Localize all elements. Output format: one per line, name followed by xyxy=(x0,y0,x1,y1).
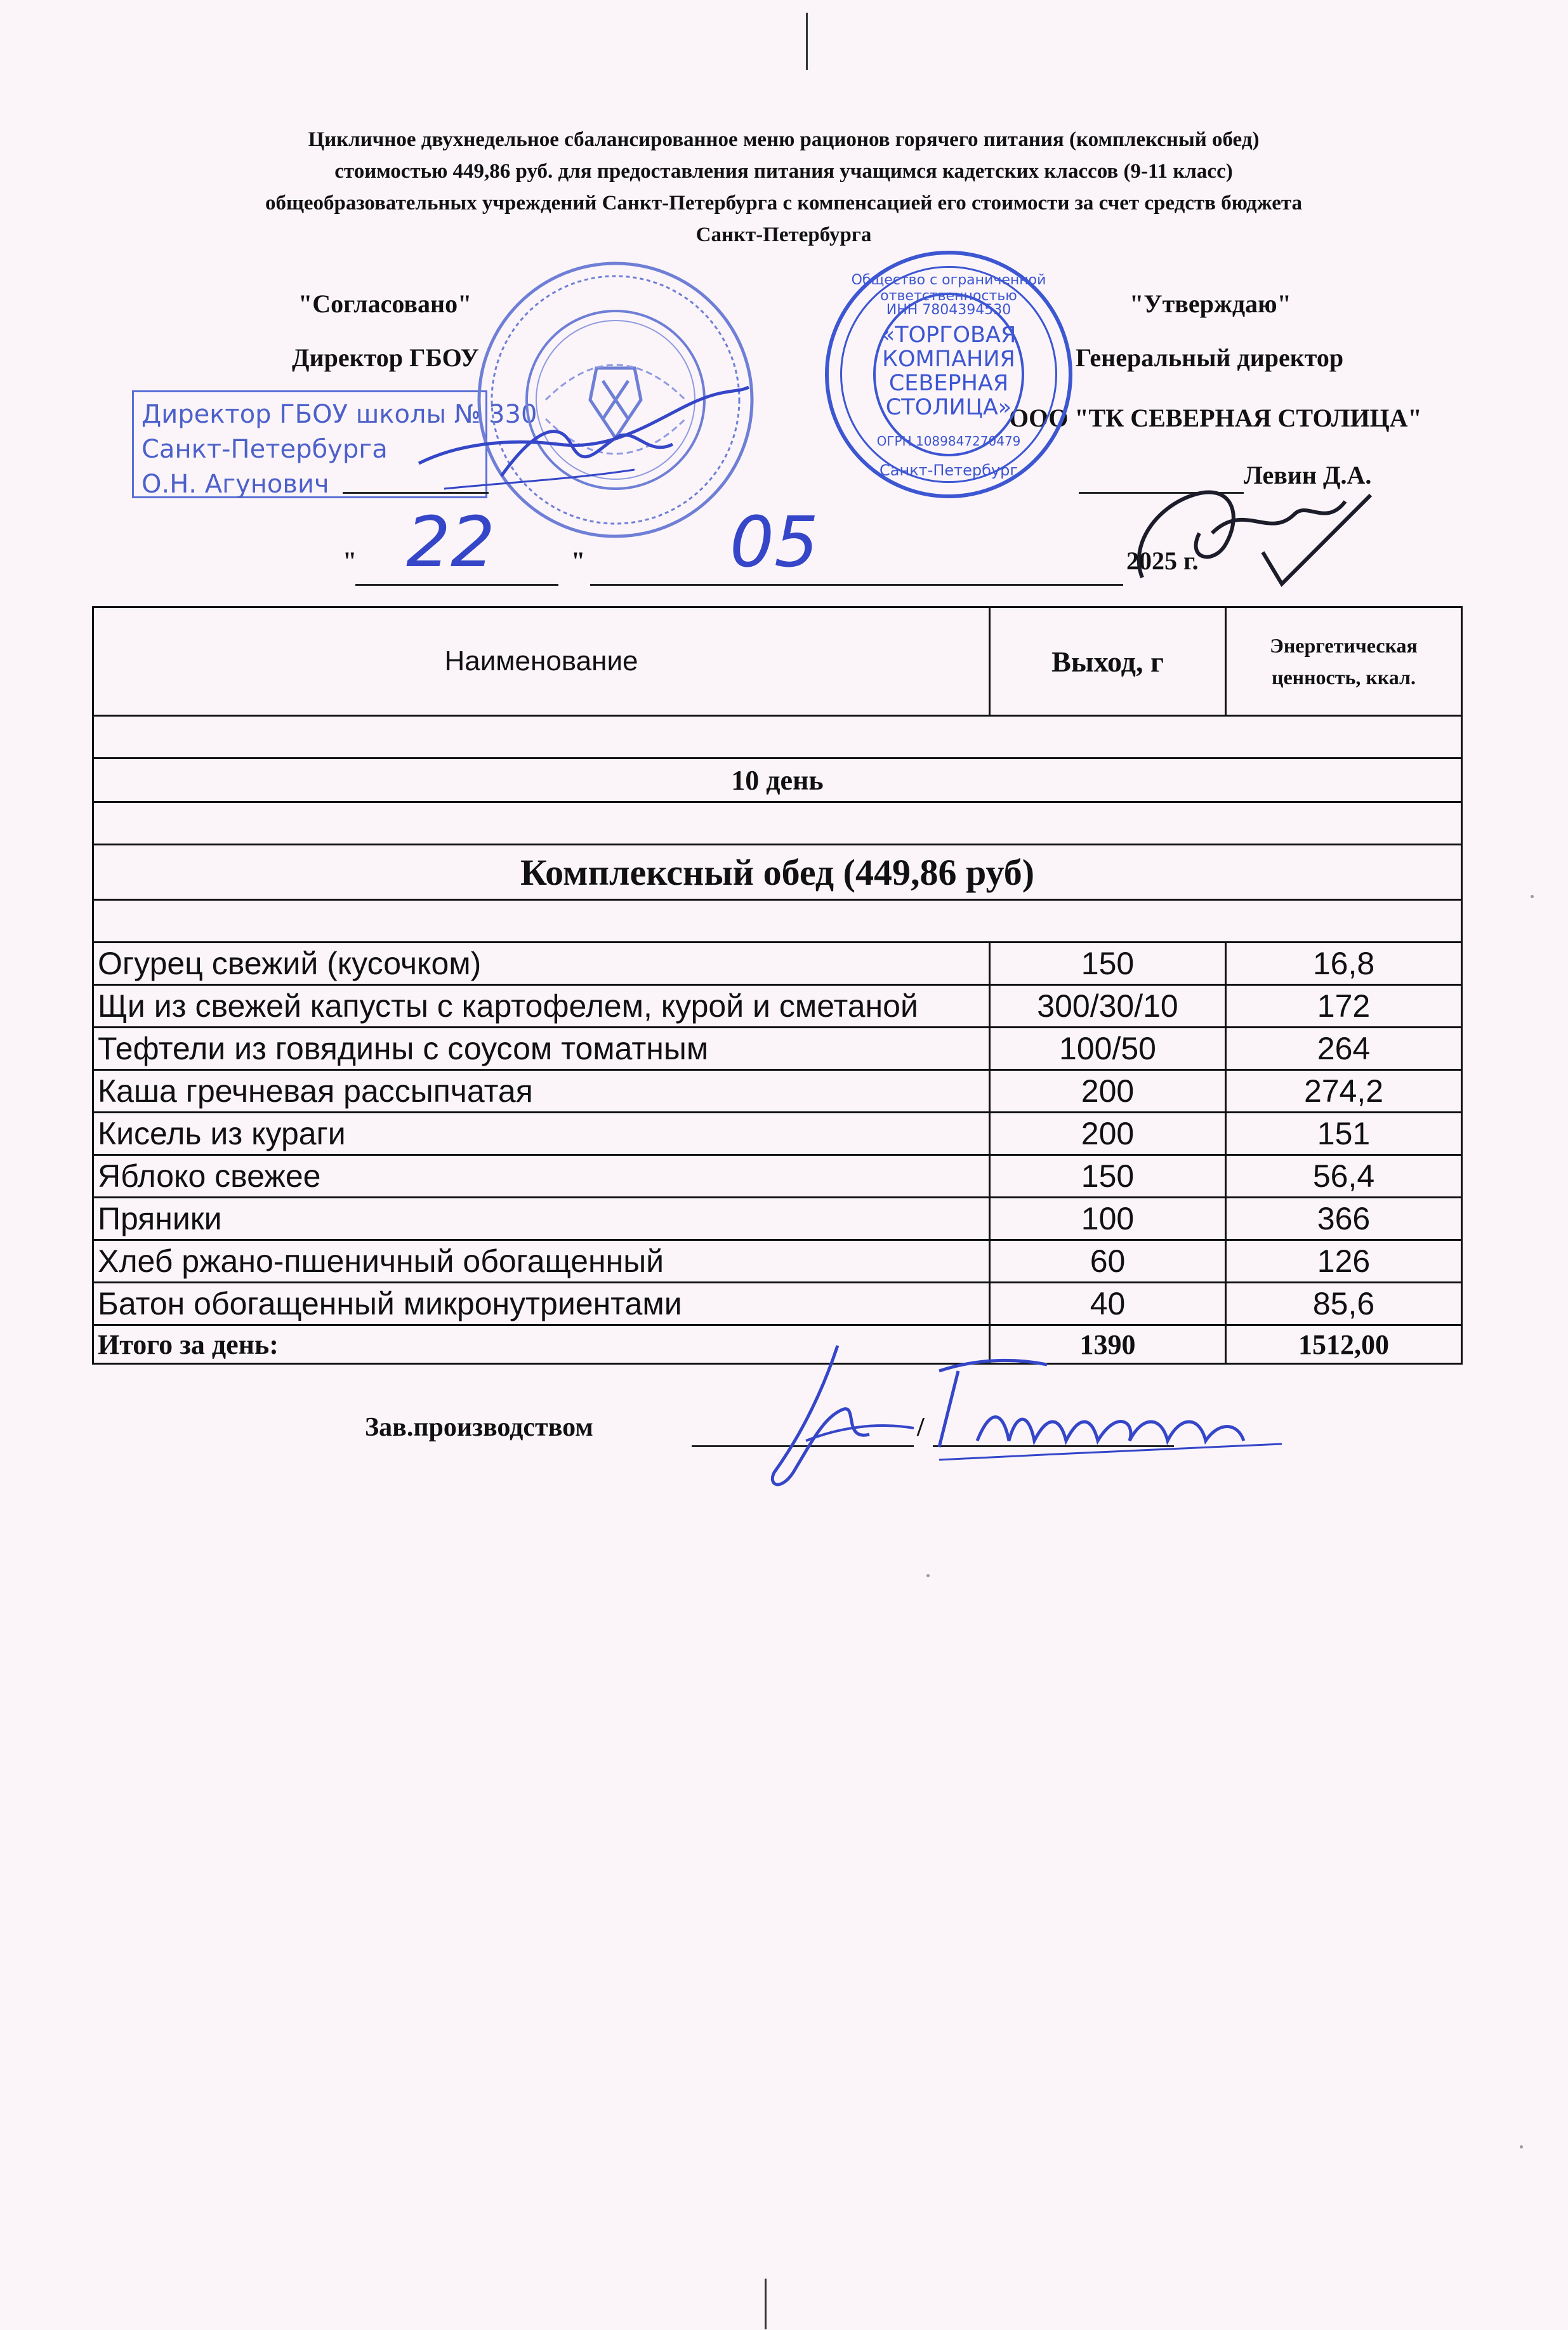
dish-name: Яблоко свежее xyxy=(93,1155,990,1198)
date-quote-close: " xyxy=(571,546,586,575)
production-head-label: Зав.производством xyxy=(365,1413,593,1442)
dish-output: 300/30/10 xyxy=(990,985,1226,1028)
table-row xyxy=(93,985,1462,1028)
title-line-4: Санкт-Петербурга xyxy=(695,223,872,246)
title-line-3: общеобразовательных учреждений Санкт-Петербурга с компенсацией его стоимости за счет средств бюджета xyxy=(265,192,1302,215)
day-label: 10 день xyxy=(93,758,1462,802)
table-section-row xyxy=(93,845,1462,900)
stamp-line-2: Санкт-Петербурга xyxy=(142,435,388,464)
header-name: Наименование xyxy=(93,607,990,716)
dish-energy: 264 xyxy=(1226,1028,1462,1070)
total-label: Итого за день: xyxy=(93,1325,990,1364)
dish-name: Кисель из кураги xyxy=(93,1113,990,1155)
title-line-1: Цикличное двухнедельное сбалансированное меню рационов горячего питания (комплексный обед) xyxy=(308,128,1260,151)
table-row xyxy=(93,1198,1462,1240)
table-row xyxy=(93,1155,1462,1198)
company-round-seal xyxy=(825,251,1072,498)
right-position: Генеральный директор xyxy=(1076,343,1344,372)
table-row xyxy=(93,1240,1462,1283)
production-head-signature xyxy=(749,1333,1295,1523)
production-separator: / xyxy=(917,1413,925,1442)
seal-ogrn: ОГРН 1089847270479 xyxy=(876,434,1021,449)
scan-dust xyxy=(1531,895,1534,898)
total-energy: 1512,00 xyxy=(1226,1325,1462,1364)
dish-name: Хлеб ржано-пшеничный обогащенный xyxy=(93,1240,990,1283)
dish-energy: 366 xyxy=(1226,1198,1462,1240)
dish-energy: 274,2 xyxy=(1226,1070,1462,1113)
table-row xyxy=(93,943,1462,985)
dish-output: 100 xyxy=(990,1198,1226,1240)
dish-name: Пряники xyxy=(93,1198,990,1240)
date-day-handwritten: 22 xyxy=(406,501,495,583)
scan-dust xyxy=(926,1574,930,1577)
table-header-row xyxy=(93,607,1462,716)
scan-edge-line-bottom xyxy=(765,2279,767,2329)
total-output: 1390 xyxy=(990,1325,1226,1364)
dish-name: Батон обогащенный микронутриентами xyxy=(93,1283,990,1325)
table-blank-row xyxy=(93,900,1462,943)
company-name: ООО "ТК СЕВЕРНАЯ СТОЛИЦА" xyxy=(1009,404,1422,432)
dish-output: 150 xyxy=(990,943,1226,985)
dish-energy: 56,4 xyxy=(1226,1155,1462,1198)
header-energy: Энергетическая ценность, ккал. xyxy=(1226,607,1462,716)
approve-label: "Утверждаю" xyxy=(1130,289,1291,318)
dish-energy: 126 xyxy=(1226,1240,1462,1283)
general-director-signature xyxy=(1117,457,1396,597)
signer-name: Левин Д.А. xyxy=(1244,461,1372,489)
agreed-label: "Согласовано" xyxy=(298,289,472,318)
dish-name: Огурец свежий (кусочком) xyxy=(93,943,990,985)
dish-output: 150 xyxy=(990,1155,1226,1198)
dish-energy: 172 xyxy=(1226,985,1462,1028)
seal-city: Санкт-Петербург xyxy=(880,461,1018,479)
dish-output: 100/50 xyxy=(990,1028,1226,1070)
dish-energy: 151 xyxy=(1226,1113,1462,1155)
stamp-line-1: Директор ГБОУ школы № 330 xyxy=(142,400,537,429)
dish-energy: 16,8 xyxy=(1226,943,1462,985)
table-row xyxy=(93,1028,1462,1070)
dish-name: Щи из свежей капусты с картофелем, курой и сметаной xyxy=(93,985,990,1028)
dish-output: 40 xyxy=(990,1283,1226,1325)
dish-name: Каша гречневая рассыпчатая xyxy=(93,1070,990,1113)
date-day-underline xyxy=(355,584,558,586)
date-month-underline xyxy=(590,584,1123,586)
stamp-line-3: О.Н. Агунович xyxy=(142,470,329,499)
section-label: Комплексный обед (449,86 руб) xyxy=(93,845,1462,900)
document-title xyxy=(95,124,1472,251)
table-row xyxy=(93,1113,1462,1155)
seal-inn: ИНН 7804394530 xyxy=(886,302,1011,318)
table-row xyxy=(93,1283,1462,1325)
seal-center-line-2: КОМПАНИЯ xyxy=(882,347,1015,372)
dish-name: Тефтели из говядины с соусом томатным xyxy=(93,1028,990,1070)
table-blank-row xyxy=(93,802,1462,845)
table-blank-row xyxy=(93,716,1462,758)
seal-center-line-3: СЕВЕРНАЯ xyxy=(888,371,1009,396)
seal-center-line-1: «ТОРГОВАЯ xyxy=(881,322,1017,348)
seal-ring-text: Общество с ограниченной ответственностью xyxy=(851,272,1046,304)
scan-edge-line-top xyxy=(806,13,808,70)
table-day-row xyxy=(93,758,1462,802)
dish-energy: 85,6 xyxy=(1226,1283,1462,1325)
dish-output: 60 xyxy=(990,1240,1226,1283)
dish-output: 200 xyxy=(990,1113,1226,1155)
date-month-handwritten: 05 xyxy=(730,501,819,583)
dish-output: 200 xyxy=(990,1070,1226,1113)
menu-table xyxy=(92,606,1463,1365)
seal-center-line-4: СТОЛИЦА» xyxy=(885,395,1012,420)
date-year: 2025 г. xyxy=(1126,546,1199,575)
left-position: Директор ГБОУ xyxy=(292,343,479,372)
date-quote-open: " xyxy=(343,546,357,575)
director-signature xyxy=(406,368,761,508)
scan-dust xyxy=(1520,2145,1523,2148)
table-row xyxy=(93,1070,1462,1113)
title-line-2: стоимостью 449,86 руб. для предоставления питания учащимся кадетских классов (9-11 класс) xyxy=(334,160,1233,183)
header-output: Выход, г xyxy=(990,607,1226,716)
